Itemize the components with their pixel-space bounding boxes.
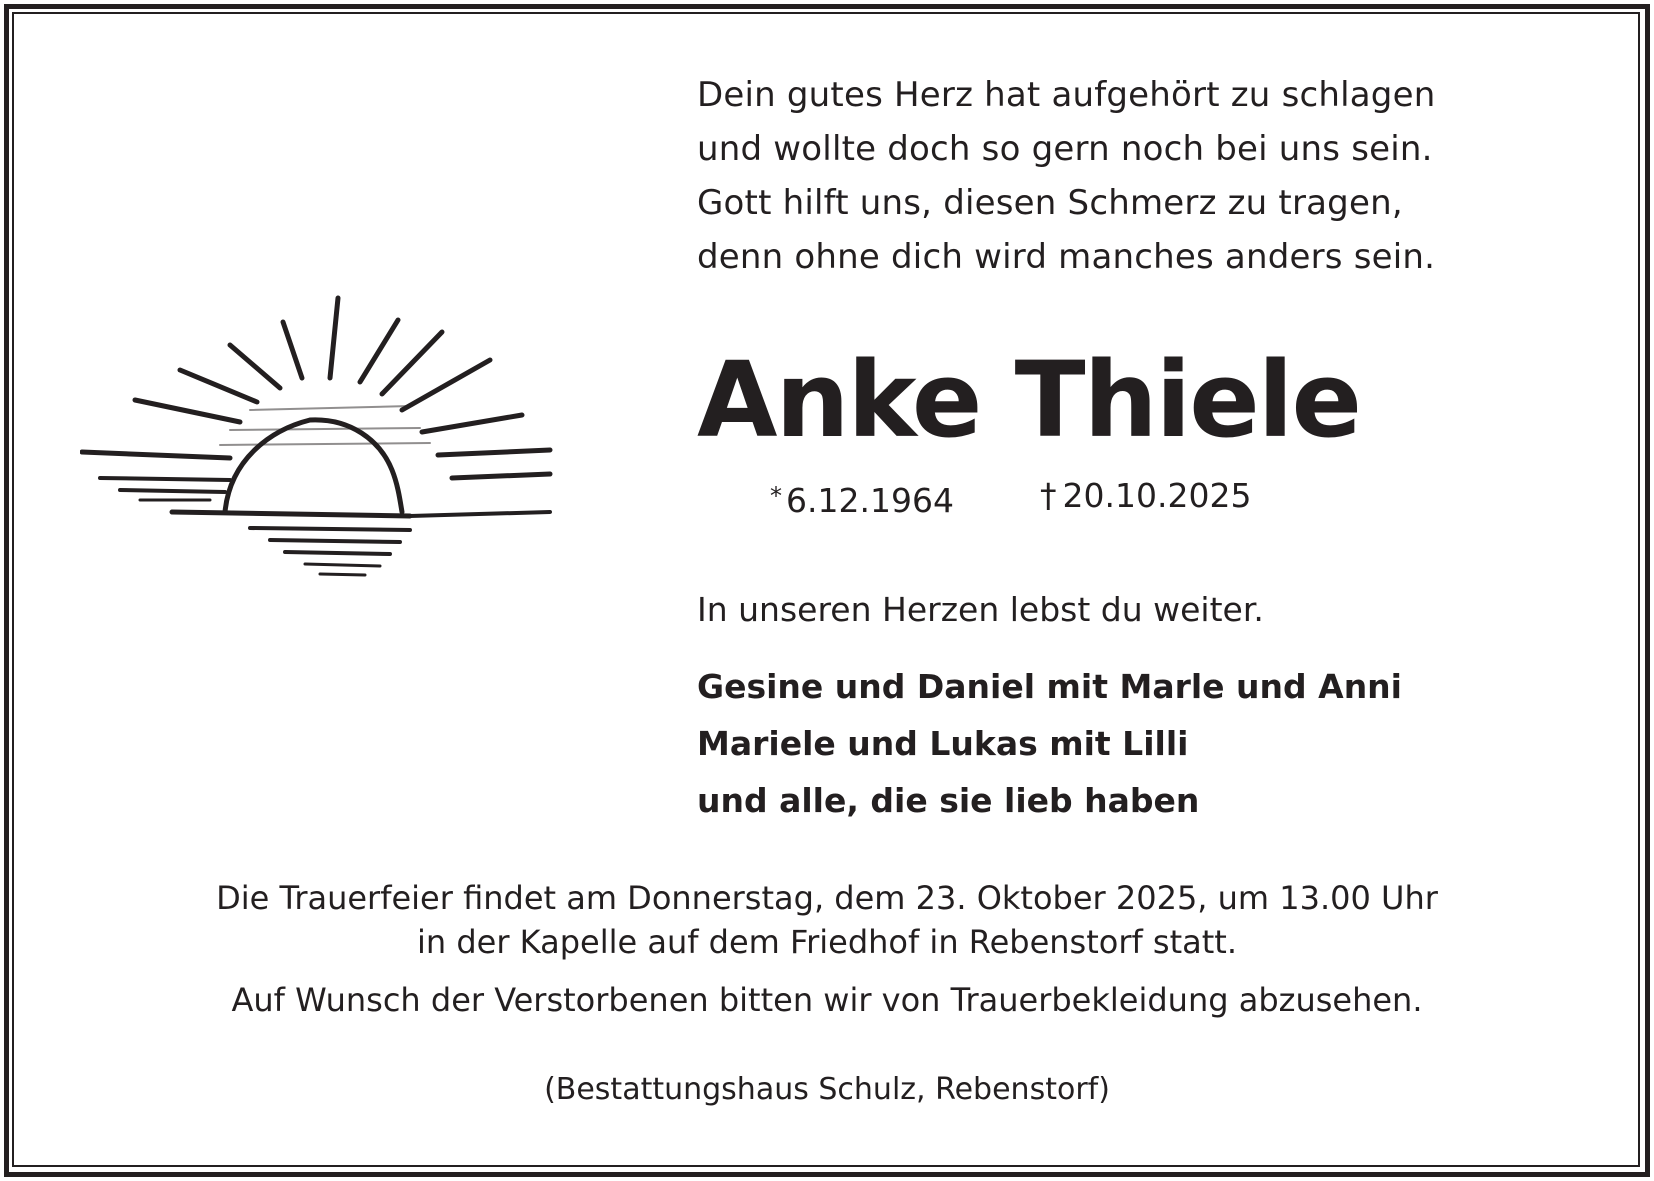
poem-line: denn ohne dich wird manches anders sein. (697, 237, 1436, 277)
mourner-line: Mariele und Lukas mit Lilli (697, 724, 1189, 763)
death-date (1040, 474, 1251, 518)
poem-line: Dein gutes Herz hat aufgehört zu schlagen (697, 75, 1436, 115)
memorial-poem (697, 68, 1435, 284)
mourners-list (697, 658, 1402, 829)
dress-request: Auf Wunsch der Verstorbenen bitten wir von Trauerbekleidung abzusehen. (231, 981, 1423, 1019)
deceased-name: Anke Thiele (697, 339, 1360, 461)
birth-date (770, 474, 954, 523)
birth-symbol: * (770, 482, 782, 510)
birth-date-value: 6.12.1964 (786, 481, 954, 520)
poem-line: Gott hilft uns, diesen Schmerz zu tragen, (697, 183, 1403, 223)
death-symbol: † (1040, 476, 1057, 515)
sunset-icon (80, 290, 560, 580)
poem-line: und wollte doch so gern noch bei uns sein. (697, 129, 1433, 169)
service-line: in der Kapelle auf dem Friedhof in Rebenstorf statt. (416, 923, 1238, 961)
closing-line: In unseren Herzen lebst du weiter. (697, 590, 1264, 629)
service-info (0, 876, 1654, 964)
death-date-value: 20.10.2025 (1062, 476, 1252, 515)
service-line: Die Trauerfeier findet am Donnerstag, dem 23. Oktober 2025, um 13.00 Uhr (216, 879, 1438, 917)
mourner-line: und alle, die sie lieb haben (697, 781, 1200, 820)
mourner-line: Gesine und Daniel mit Marle und Anni (697, 667, 1402, 706)
undertaker-credit: (Bestattungshaus Schulz, Rebenstorf) (544, 1072, 1110, 1107)
